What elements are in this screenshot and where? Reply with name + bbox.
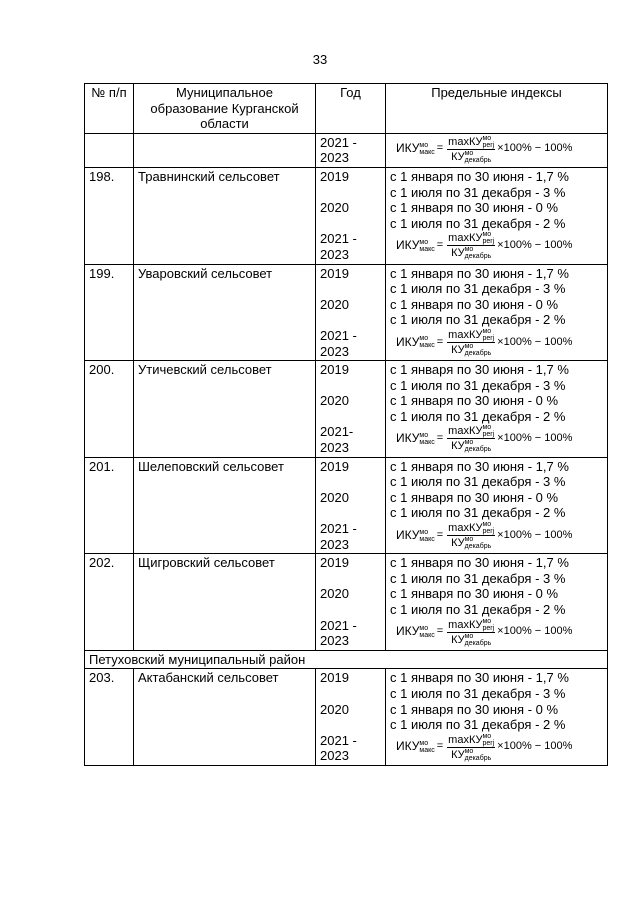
year-2020: 2020	[320, 586, 349, 602]
year-2019: 2019	[320, 265, 349, 281]
index-formula-expression: ИКУ мо макс = maxКУ мо perj КУ мо декабрь ×100% − 100%	[396, 732, 573, 762]
year-2020: 2020	[320, 200, 349, 216]
table-row	[85, 669, 608, 766]
index-formula-expression: ИКУ мо макс = maxКУ мо perj КУ мо декабрь ×100% − 100%	[396, 134, 573, 164]
year-2019: 2019	[320, 362, 349, 378]
row-years	[316, 457, 386, 554]
formula-lhs: ИКУ	[396, 527, 420, 542]
year-2021-2023: 2021 - 2023	[320, 327, 357, 359]
row-years	[316, 554, 386, 651]
index-line: с 1 июля по 31 декабря - 2 %	[390, 312, 566, 328]
header-year: Год	[316, 84, 386, 134]
formula-lhs: ИКУ	[396, 238, 420, 253]
row-years	[316, 264, 386, 361]
index-line: с 1 июля по 31 декабря - 3 %	[390, 377, 566, 393]
formula-lhs: ИКУ	[396, 624, 420, 639]
table-row	[85, 264, 608, 361]
year-2020: 2020	[320, 296, 349, 312]
header-indices: Предельные индексы	[386, 84, 608, 134]
index-line: с 1 июля по 31 декабря - 2 %	[390, 408, 566, 424]
index-line: с 1 июля по 31 декабря - 3 %	[390, 184, 566, 200]
page-number: 33	[312, 52, 328, 67]
index-line: с 1 января по 30 июня - 1,7 %	[390, 458, 569, 474]
year-2019: 2019	[320, 555, 349, 571]
index-formula	[390, 231, 603, 260]
header-number: № п/п	[85, 84, 134, 134]
table-row	[85, 167, 608, 264]
table-header-row	[85, 84, 608, 134]
index-line: с 1 января по 30 июня - 1,7 %	[390, 670, 569, 686]
index-line: с 1 января по 30 июня - 0 %	[390, 701, 559, 717]
row-number: 200.	[85, 361, 134, 458]
table-row	[85, 554, 608, 651]
index-formula	[390, 733, 603, 762]
table-row-continuation	[85, 133, 608, 167]
district-row	[85, 650, 608, 669]
year-2020: 2020	[320, 701, 349, 717]
index-line: с 1 января по 30 июня - 0 %	[390, 489, 559, 505]
index-formula-expression: ИКУ мо макс = maxКУ мо perj КУ мо декабрь ×100% − 100%	[396, 521, 573, 551]
row-indices	[386, 264, 608, 361]
index-line: с 1 июля по 31 декабря - 3 %	[390, 570, 566, 586]
row-number: 203.	[85, 669, 134, 766]
year-2020: 2020	[320, 489, 349, 505]
row-municipality: Актабанский сельсовет	[134, 669, 316, 766]
index-line: с 1 июля по 31 декабря - 2 %	[390, 602, 566, 617]
row-years	[316, 167, 386, 264]
index-line: с 1 января по 30 июня - 1,7 %	[390, 168, 569, 184]
row-indices	[386, 554, 608, 651]
header-municipality: Муниципальное образование Курганской области	[134, 84, 316, 134]
index-formula	[390, 521, 603, 550]
index-formula-expression: ИКУ мо макс = maxКУ мо perj КУ мо декабрь ×100% − 100%	[396, 424, 573, 454]
row-formula-cell	[386, 133, 608, 167]
row-municipality: Шелеповский сельсовет	[134, 457, 316, 554]
row-number: 199.	[85, 264, 134, 361]
row-years	[316, 361, 386, 458]
index-formula	[390, 424, 603, 453]
index-formula-expression: ИКУ мо макс = maxКУ мо perj КУ мо декабрь ×100% − 100%	[396, 231, 573, 261]
formula-lhs: ИКУ	[396, 334, 420, 349]
year-2019: 2019	[320, 168, 349, 184]
table-row	[85, 457, 608, 554]
year-2021-2023: 2021 - 2023	[320, 617, 357, 649]
row-municipality: Утичевский сельсовет	[134, 361, 316, 458]
index-formula-expression: ИКУ мо макс = maxКУ мо perj КУ мо декабрь ×100% − 100%	[396, 617, 573, 647]
row-indices	[386, 167, 608, 264]
index-line: с 1 января по 30 июня - 1,7 %	[390, 362, 569, 378]
formula-lhs: ИКУ	[396, 141, 420, 156]
index-formula	[390, 618, 603, 647]
index-line: с 1 января по 30 июня - 0 %	[390, 296, 559, 312]
row-indices	[386, 457, 608, 554]
index-formula	[390, 328, 603, 357]
index-line: с 1 июля по 31 декабря - 3 %	[390, 281, 566, 297]
row-municipality: Щигровский сельсовет	[134, 554, 316, 651]
year-2020: 2020	[320, 393, 349, 409]
index-line: с 1 июля по 31 декабря - 2 %	[390, 505, 566, 521]
index-line: с 1 июля по 31 декабря - 3 %	[390, 685, 566, 701]
index-line: с 1 июля по 31 декабря - 3 %	[390, 474, 566, 490]
row-municipality: Травнинский сельсовет	[134, 167, 316, 264]
index-line: с 1 января по 30 июня - 0 %	[390, 393, 559, 409]
formula-lhs: ИКУ	[396, 739, 420, 754]
index-line: с 1 января по 30 июня - 1,7 %	[390, 265, 569, 281]
row-number: 198.	[85, 167, 134, 264]
index-line: с 1 января по 30 июня - 1,7 %	[390, 555, 569, 571]
index-line: с 1 июля по 31 декабря - 2 %	[390, 717, 566, 733]
index-line: с 1 июля по 31 декабря - 2 %	[390, 215, 566, 231]
row-number: 201.	[85, 457, 134, 554]
row-indices	[386, 361, 608, 458]
index-line: с 1 января по 30 июня - 0 %	[390, 200, 559, 216]
row-number	[85, 133, 134, 167]
row-municipality: Уваровский сельсовет	[134, 264, 316, 361]
index-line: с 1 января по 30 июня - 0 %	[390, 586, 559, 602]
row-years	[316, 669, 386, 766]
indices-table	[84, 83, 608, 766]
year-2021-2023: 2021- 2023	[320, 424, 354, 456]
row-year: 2021 - 2023	[316, 133, 386, 167]
year-2021-2023: 2021 - 2023	[320, 231, 357, 262]
year-2019: 2019	[320, 458, 349, 474]
row-indices	[386, 669, 608, 766]
district-name: Петуховский муниципальный район	[85, 650, 608, 669]
year-2021-2023: 2021 - 2023	[320, 732, 357, 764]
year-2021-2023: 2021 - 2023	[320, 521, 357, 552]
formula-lhs: ИКУ	[396, 431, 420, 446]
index-formula-expression: ИКУ мо макс = maxКУ мо perj КУ мо декабрь ×100% − 100%	[396, 327, 573, 357]
row-municipality	[134, 133, 316, 167]
table-row	[85, 361, 608, 458]
year-2019: 2019	[320, 670, 349, 686]
row-number: 202.	[85, 554, 134, 651]
